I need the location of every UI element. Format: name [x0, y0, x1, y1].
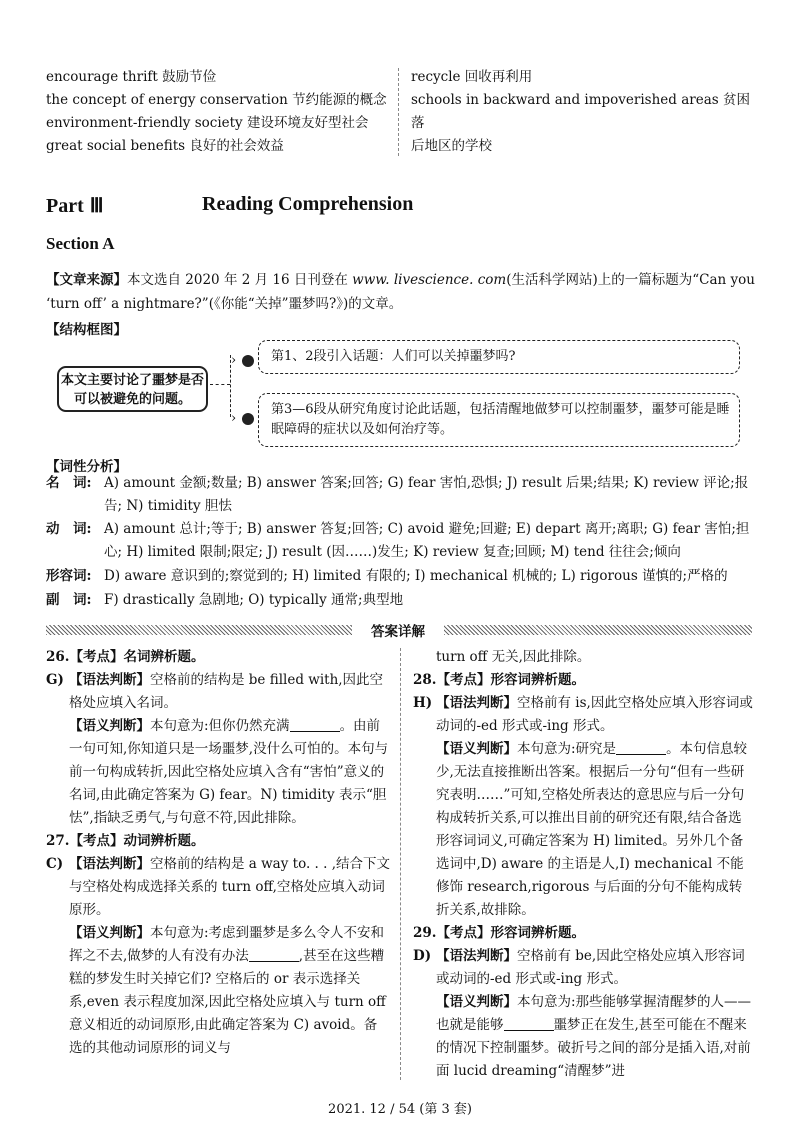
- meaning-text: 噩梦正在发生,甚至可能在不醒来的情况下控制噩梦。破折号之间的部分是插入语,对前面 lucid dreaming“清醒梦”进: [436, 1017, 751, 1079]
- answer-blank: [504, 1016, 554, 1031]
- question-heading: 27.【考点】动词辨析题。: [46, 833, 205, 849]
- vocab-item: the concept of energy conservation 节约能源的概念: [46, 92, 387, 108]
- structure-branch-1: 第1、2段引入话题：人们可以关掉噩梦吗?: [258, 340, 740, 374]
- article-source: [46, 268, 756, 316]
- source-text-post: (生活科学网站)上的一篇标题为“Can you ‘turn off’ a nightmare?”(《你能“关掉”噩梦吗?》)的文章。: [46, 272, 755, 312]
- meaning-note: [46, 715, 390, 830]
- wordclass-row-text: D) aware 意识到的;察觉到的; H) limited 有限的; I) mechanical 机械的; L) rigorous 谨慎的;严格的: [104, 568, 728, 584]
- arrow-right-icon: ›: [231, 411, 237, 426]
- meaning-text: 本句意为:但你仍然充满: [150, 718, 290, 734]
- grammar-text: 空格前的结构是 be filled with,因此空格处应填入名词。: [69, 672, 384, 711]
- column-divider: [400, 648, 401, 1080]
- answer-letter: G): [46, 672, 64, 688]
- wordclass-row: [46, 565, 756, 588]
- meaning-tag: 【语义判断】: [436, 994, 517, 1010]
- section-heading: Section A: [46, 234, 115, 253]
- answer-letter: C): [46, 856, 64, 872]
- grammar-tag: 【语法判断】: [436, 948, 517, 964]
- vocabulary-block: [46, 66, 761, 158]
- grammar-tag: 【语法判断】: [436, 695, 517, 711]
- meaning-tag: 【语义判断】: [436, 741, 517, 757]
- meaning-text: 。由前一句可知,你知道只是一场噩梦,没什么可怕的。本句与前一句构成转折,因此空格处应填入含有“害怕”意义的名词,由此确定答案为 G) fear。N) timidity 表示“胆怯”,指缺乏勇气,与句意不符,因此排除。: [69, 718, 389, 826]
- grammar-text: 空格前有 is,因此空格处应填入形容词或动词的-ed 形式或-ing 形式。: [436, 695, 753, 734]
- meaning-tag: 【语义判断】: [69, 925, 150, 941]
- meaning-text: 本句意为:那些能够掌握清醒梦的人——也就是能够: [436, 994, 752, 1033]
- answer-block: [413, 692, 755, 922]
- wordclass-row-text: A) amount 金额;数量; B) answer 答案;回答; G) fear 害怕,恐惧; J) result 后果;结果; K) review 评论;报告; N) timidity 胆怯: [104, 475, 749, 514]
- wordclass-row-label: 名 词:: [46, 475, 92, 491]
- structure-main-box: 本文主要讨论了噩梦是否可以被避免的问题。: [57, 366, 208, 412]
- part-number: Ⅲ: [89, 195, 104, 217]
- vocab-item: schools in backward and impoverished areas 贫困落: [411, 92, 750, 131]
- meaning-note: [413, 738, 755, 922]
- vocabulary-right-column: [411, 66, 761, 158]
- wordclass-row: [46, 518, 756, 564]
- wordclass-row-label: 形容词:: [46, 568, 92, 584]
- answer-blank: [290, 717, 340, 732]
- answer-blank: [616, 740, 666, 755]
- question-heading: 28.【考点】形容词辨析题。: [413, 672, 585, 688]
- grammar-note: [46, 853, 390, 922]
- wordclass-row-label: 动 词:: [46, 521, 92, 537]
- answers-left-column: [46, 646, 390, 1060]
- vocab-item: recycle 回收再利用: [411, 69, 533, 85]
- meaning-text: 本句意为:研究是: [517, 741, 617, 757]
- banner-stripe: [444, 625, 752, 635]
- arrow-bullet-icon: [242, 413, 254, 425]
- part-title: Reading Comprehension: [202, 193, 414, 215]
- wordclass-row: [46, 589, 756, 612]
- wordclass-row-label: 副 词:: [46, 592, 92, 608]
- meaning-note: [413, 991, 755, 1083]
- meaning-text: 本句意为:考虑到噩梦是多么令人不安和挥之不去,做梦的人有没有办法: [69, 925, 385, 964]
- grammar-tag: 【语法判断】: [69, 856, 150, 872]
- part-heading: [46, 193, 104, 218]
- question-heading: 26.【考点】名词辨析题。: [46, 649, 205, 665]
- source-tag: 【文章来源】: [46, 272, 127, 288]
- column-divider: [398, 68, 399, 156]
- answer-block: [413, 945, 755, 1083]
- banner-stripe: [46, 625, 352, 635]
- wordclass-label: 【词性分析】: [46, 459, 127, 475]
- meaning-text: ,甚至在这些糟糕的梦发生时关掉它们? 空格后的 or 表示选择关系,even 表示程度加深,因此空格处应填入与 turn off 意义相近的动词原形,由此确定答案为 C) avoid。备选的其他动词原形的词义与: [69, 948, 386, 1056]
- structure-label: 【结构框图】: [46, 322, 127, 338]
- grammar-note: [46, 669, 390, 715]
- grammar-tag: 【语法判断】: [69, 672, 150, 688]
- answer-letter: D): [413, 948, 432, 964]
- wordclass-row: [46, 472, 756, 518]
- meaning-tag: 【语义判断】: [69, 718, 150, 734]
- answer-letter: H): [413, 695, 433, 711]
- structure-branch-2: 第3—6段从研究角度讨论此话题，包括清醒地做梦可以控制噩梦，噩梦可能是睡眠障碍的症状以及如何治疗等。: [258, 393, 740, 447]
- answers-banner: [46, 622, 752, 638]
- vocab-item: 后地区的学校: [411, 138, 492, 154]
- wordclass-row-text: A) amount 总计;等于; B) answer 答复;回答; C) avoid 避免;回避; E) depart 离开;离职; G) fear 害怕;担心; H) limited 限制;限定; J) result (因……)发生; K) review 复查;回顾; M) tend 往往会;倾向: [104, 521, 750, 560]
- vocabulary-left-column: [46, 66, 396, 158]
- grammar-text: 空格前的结构是 a way to. . . ,结合下文与空格处构成选择关系的 turn off,空格处应填入动词原形。: [69, 856, 391, 918]
- answers-right-column: [413, 646, 755, 1083]
- source-site: www. livescience. com: [352, 272, 507, 288]
- vocab-item: encourage thrift 鼓励节俭: [46, 69, 217, 85]
- source-text-pre: 本文选自 2020 年 2 月 16 日刊登在: [127, 272, 353, 288]
- continued-text: turn off 无关,因此排除。: [436, 649, 591, 665]
- meaning-text: 。本句信息较少,无法直接推断出答案。根据后一分句“但有一些研究表明……”可知,空格处所表达的意思应与后一分句构成转折关系,可以推出目前的研究还有限,结合备选形容词词义,可确定答案为 H) limited。另外几个备选词中,D) aware 的主语是人,I) mechanical 不能修饰 research,rigorous 与后面的分句不能构成转折关系,故排除。: [436, 741, 748, 918]
- answer-block: [46, 669, 390, 830]
- vocab-item: great social benefits 良好的社会效益: [46, 138, 284, 154]
- grammar-note: [413, 945, 755, 991]
- grammar-text: 空格前有 be,因此空格处应填入形容词或动词的-ed 形式或-ing 形式。: [436, 948, 745, 987]
- page-footer: 2021. 12 / 54 (第 3 套): [328, 1102, 472, 1117]
- vocab-item: environment-friendly society 建设环境友好型社会: [46, 115, 369, 131]
- answer-blank: [249, 947, 299, 962]
- part-label: Part: [46, 195, 84, 217]
- arrow-right-icon: ›: [231, 353, 237, 368]
- answers-title: 答案详解: [371, 624, 425, 640]
- meaning-note: [46, 922, 390, 1060]
- arrow-bullet-icon: [242, 355, 254, 367]
- connector-line: [210, 384, 230, 385]
- answer-block: [46, 853, 390, 1060]
- question-heading: 29.【考点】形容词辨析题。: [413, 925, 585, 941]
- wordclass-row-text: F) drastically 急剧地; O) typically 通常;典型地: [104, 592, 404, 608]
- grammar-note: [413, 692, 755, 738]
